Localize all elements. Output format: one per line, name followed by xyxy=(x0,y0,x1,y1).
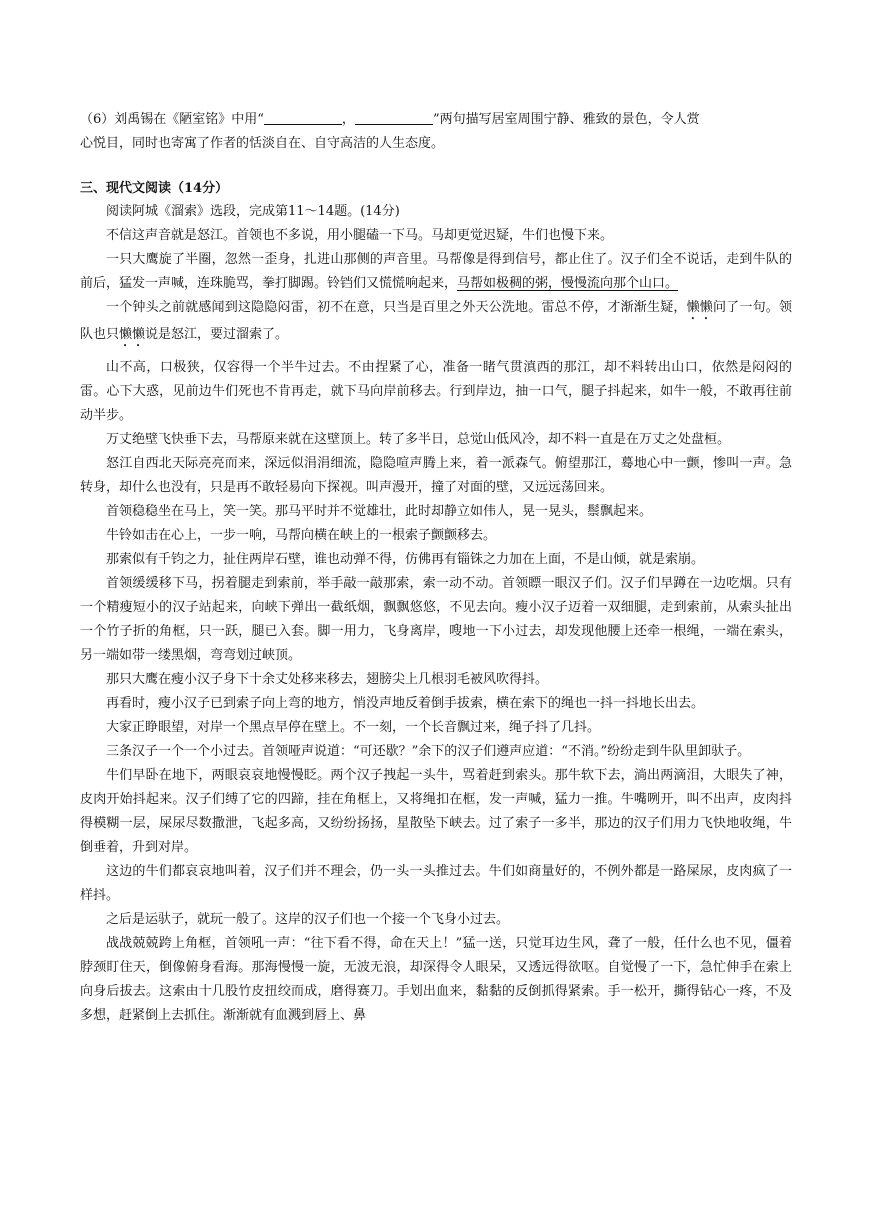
emphasized-word-2: 懒懒 xyxy=(119,327,146,342)
emphasized-word-1: 懒懒 xyxy=(686,300,713,315)
paragraph-2-text: 一只大鹰旋了半圈，忽然一歪身，扎进山那侧的声音里。马帮像是得到信号，都止住了。汉子们全不说话，走到牛队的前后，猛发一声喊，连珠脆骂，拳打脚踢。铃铛们又慌慌响起来， xyxy=(80,252,792,291)
paragraph-3 xyxy=(80,296,792,350)
paragraph-3-text-b: 问了一句。领队也只 xyxy=(80,300,792,342)
underlined-sentence: 马帮如极稠的粥，慢慢流向那个山口。 xyxy=(457,276,679,291)
paragraph-4: 山不高，口极狭，仅容得一个半牛过去。不由捏紧了心，准备一睹气贯滇西的那江，却不料转出山口，依然是闷闷的雷。心下大惑，见前边牛们死也不肯再走，就下马向岸前移去。行到岸边，抽一口气，腿子抖起来，如牛一般，不敢再往前动半步。 xyxy=(80,360,792,423)
paragraph-5: 万丈绝壁飞快垂下去，马帮原来就在这壁顶上。转了多半日，总觉山低风冷，却不料一直是在万丈之处盘桓。 xyxy=(106,432,731,447)
paragraph-2 xyxy=(80,248,792,296)
question-6-comma: ， xyxy=(341,112,355,127)
section-3-intro: 阅读阿城《溜索》选段，完成第11～14题。(14分) xyxy=(106,204,400,219)
answer-blank-2[interactable] xyxy=(355,110,433,125)
paragraph-6: 怒江自西北天际亮亮而来，深远似涓涓细流，隐隐喧声腾上来，着一派森气。俯望那江，蓦地心中一颤，惨叫一声。急转身，却什么也没有，只是再不敢轻易向下探视。叫声漫开，撞了对面的壁，又远远荡回来。 xyxy=(80,456,792,495)
paragraph-12: 再看时，瘦小汉子已到索子向上弯的地方，悄没声地反着倒手拔索，横在索下的绳也一抖一抖地长出去。 xyxy=(106,696,705,711)
paragraph-3-text-a: 一个钟头之前就感闻到这隐隐闷雷，初不在意，只当是百里之外天公洗地。雷总不停，才渐渐生疑， xyxy=(106,300,687,315)
paragraph-1: 不信这声音就是怒江。首领也不多说，用小腿磕一下马。马却更觉迟疑，牛们也慢下来。 xyxy=(106,228,614,243)
question-6-line1 xyxy=(80,108,792,132)
section-3-title: 三、现代文阅读（14分） xyxy=(80,181,229,196)
paragraph-15: 牛们早卧在地下，两眼哀哀地慢慢眨。两个汉子拽起一头牛，骂着赶到索头。那牛软下去，淌出两滴泪，大眼失了神，皮肉开始抖起来。汉子们缚了它的四蹄，挂在角框上，又将绳扣在框，发一声喊，猛力一推。牛嘴咧开，叫不出声，皮肉抖得模糊一层，屎尿尽数撒泄，飞起多高，又纷纷扬扬，星散坠下峡去。过了索子一多半，那边的汉子们用力飞快地收绳，牛倒垂着，升到对岸。 xyxy=(80,768,792,855)
paragraph-7: 首领稳稳坐在马上，笑一笑。那马平时并不觉雄壮，此时却静立如伟人，晃一晃头，鬃飘起来。 xyxy=(106,504,653,519)
paragraph-14: 三条汉子一个一个小过去。首领哑声说道：“可还歇？”余下的汉子们遵声应道：“不消。”纷纷走到牛队里卸驮子。 xyxy=(106,744,751,759)
answer-blank-1[interactable] xyxy=(264,110,342,125)
question-6-suffix: ”两句描写居室周围宁静、雅致的景色，令人赏 xyxy=(432,112,700,127)
paragraph-17: 之后是运驮子，就玩一般了。这岸的汉子们也一个接一个飞身小过去。 xyxy=(106,912,510,927)
paragraph-18: 战战兢兢跨上角框，首领吼一声：“往下看不得，命在天上！”猛一送，只觉耳边生风，聋了一般，任什么也不见，僵着脖颈盯住天，倒像俯身看海。那海慢慢一旋，无波无浪，却深得令人眼呆，又透远得欲呕。自觉慢了一下，急忙伸手在索上向身后拔去。这索由十几股竹皮扭绞而成，磨得赛刀。手划出血来，黏黏的反倒抓得紧索。手一松开，撕得钻心一疼，不及多想，赶紧倒上去抓住。渐渐就有血溅到唇上、鼻 xyxy=(80,936,792,1023)
question-6-prefix: （6）刘禹锡在《陋室铭》中用“ xyxy=(80,112,264,127)
paragraph-3-text-c: 说是怒江，要过溜索了。 xyxy=(145,327,289,342)
paragraph-10: 首领缓缓移下马，拐着腿走到索前，举手敲一敲那索，索一动不动。首领瞟一眼汉子们。汉子们早蹲在一边吃烟。只有一个精瘦短小的汉子站起来，向峡下弹出一截纸烟，飘飘悠悠，不见去向。瘦小汉子迈着一双细腿，走到索前，从索头扯出一个竹子折的角框，只一跃，腿已入套。脚一用力，飞身离岸，嗖地一下小过去，却发现他腰上还牵一根绳，一端在索头，另一端如带一缕黑烟，弯弯划过峡顶。 xyxy=(80,576,792,663)
paragraph-13: 大家正睁眼望，对岸一个黑点早停在壁上。不一刻，一个长音飘过来，绳子抖了几抖。 xyxy=(106,720,601,735)
paragraph-9: 那索似有千钧之力，扯住两岸石壁，谁也动弹不得，仿佛再有锱铢之力加在上面，不是山倾，就是索崩。 xyxy=(106,552,705,567)
paragraph-8: 牛铃如击在心上，一步一响，马帮向横在峡上的一根索子颤颤移去。 xyxy=(106,528,497,543)
paragraph-16: 这边的牛们都哀哀地叫着，汉子们并不理会，仍一头一头推过去。牛们如商量好的，不例外都是一路屎尿，皮肉疯了一样抖。 xyxy=(80,864,792,903)
question-6-line2: 心悦目，同时也寄寓了作者的恬淡自在、自守高洁的人生态度。 xyxy=(80,136,445,151)
paragraph-11: 那只大鹰在瘦小汉子身下十余丈处移来移去，翅膀尖上几根羽毛被风吹得抖。 xyxy=(106,672,549,687)
document-page xyxy=(80,108,792,1028)
